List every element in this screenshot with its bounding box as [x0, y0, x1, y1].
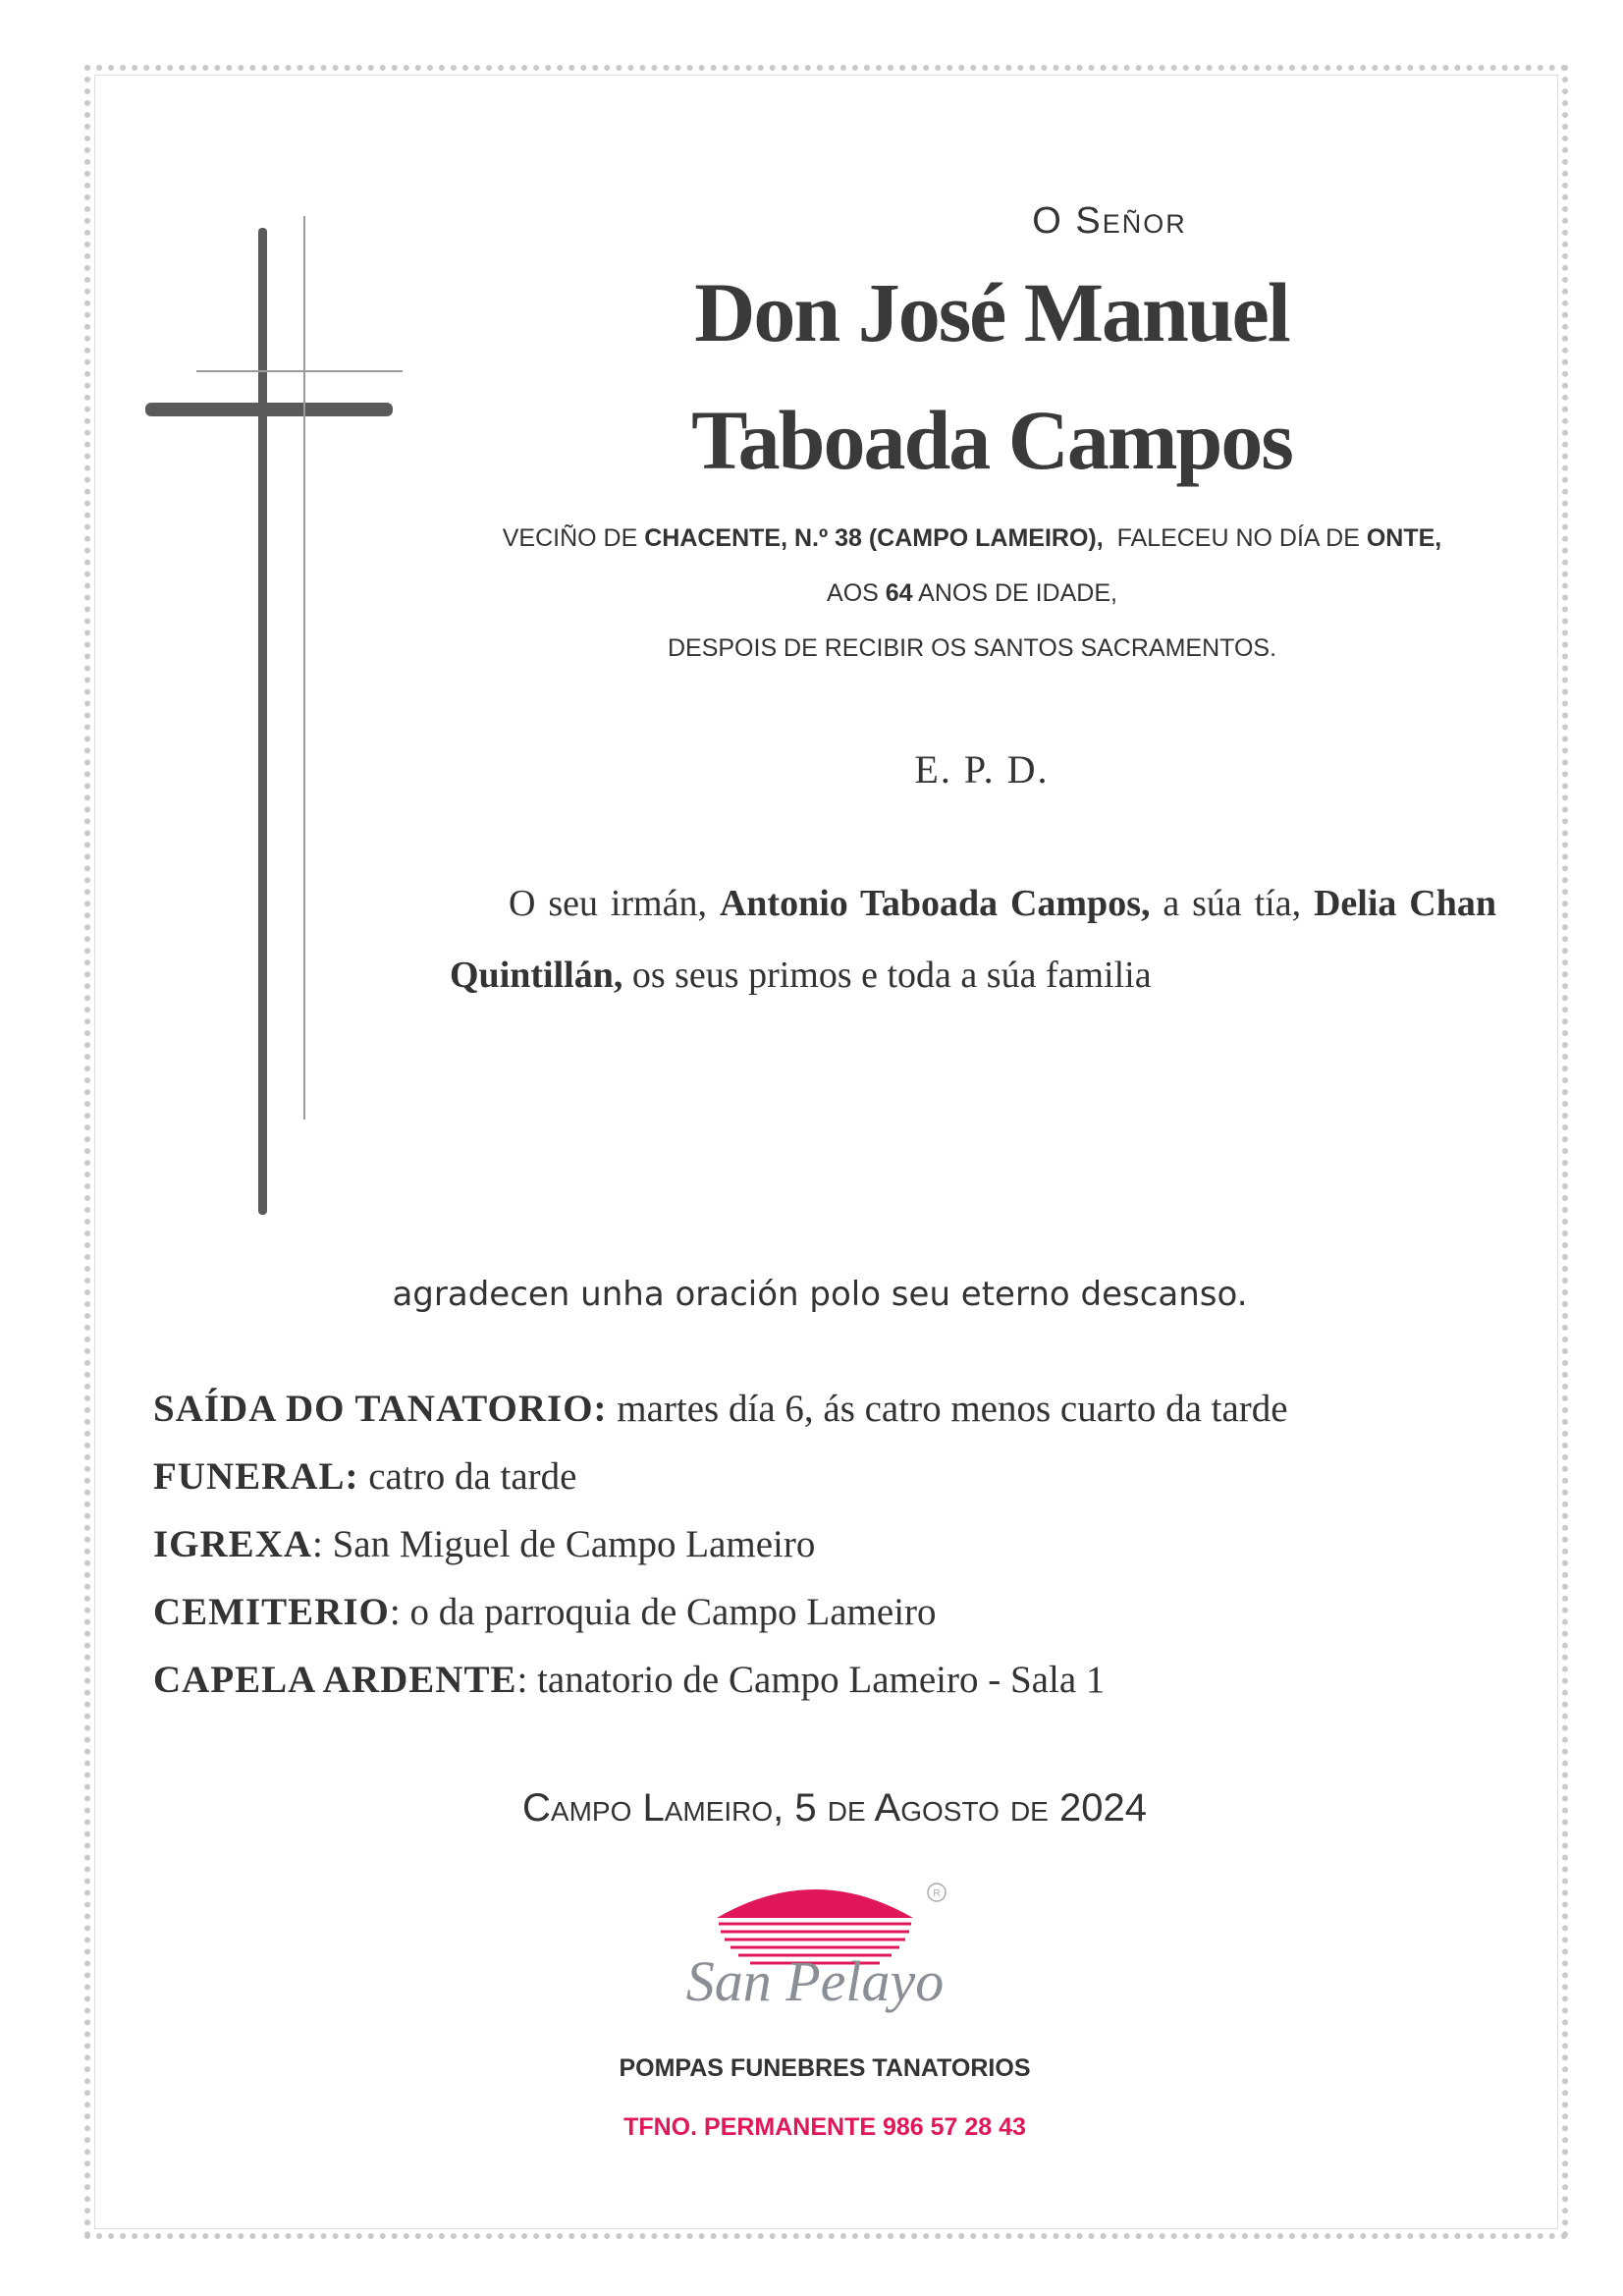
detail-igrexa [153, 1510, 1528, 1578]
family-text: os seus primos e toda a súa familia [622, 955, 1152, 996]
logo-wordmark: San Pelayo [685, 1949, 945, 2013]
detail-value: martes día 6, ás catro menos cuarto da tarde [607, 1388, 1288, 1430]
detail-label: FUNERAL: [153, 1455, 359, 1498]
detail-tanatorio [153, 1375, 1528, 1443]
detail-value: : tanatorio de Campo Lameiro - Sala 1 [516, 1659, 1106, 1701]
intro-age: 64 [885, 579, 913, 607]
detail-capela [153, 1646, 1528, 1714]
detail-label: CEMITERIO [153, 1591, 390, 1633]
svg-text:R: R [933, 1888, 941, 1899]
detail-label: IGREXA [153, 1523, 313, 1565]
gratitude-line: agradecen unha oración polo seu eterno descanso. [392, 1275, 1248, 1314]
funeral-home-tagline: POMPAS FUNEBRES TANATORIOS [619, 2054, 1031, 2082]
epd: E. P. D. [914, 747, 1050, 792]
intro-address: CHACENTE, N.º 38 (CAMPO LAMEIRO), [644, 524, 1104, 552]
detail-funeral [153, 1443, 1528, 1510]
honorific: O Señor [1032, 200, 1187, 242]
intro-line-2 [432, 578, 1512, 608]
funeral-home-phone: TFNO. PERMANENTE 986 57 28 43 [623, 2113, 1026, 2141]
service-details [153, 1375, 1528, 1714]
family-aunt: Delia Chan Quintillán, [450, 883, 1496, 996]
family-paragraph [450, 868, 1496, 1011]
family-text: a súa tía, [1150, 883, 1314, 924]
detail-value: : San Miguel de Campo Lameiro [312, 1523, 816, 1565]
intro-text: ANOS DE IDADE, [912, 579, 1117, 607]
intro-text: AOS [827, 579, 886, 607]
family-text: O seu irmán, [509, 883, 720, 924]
detail-value: catro da tarde [358, 1455, 577, 1498]
intro-line-3: DESPOIS DE RECIBIR OS SANTOS SACRAMENTOS. [667, 634, 1277, 662]
deceased-name-line-2: Taboada Campos [691, 393, 1292, 487]
deceased-name-line-1: Don José Manuel [694, 265, 1289, 359]
intro-text: FALECEU NO DÍA DE [1103, 524, 1367, 552]
cross-icon [137, 216, 403, 1218]
detail-label: CAPELA ARDENTE [153, 1659, 517, 1701]
family-brother: Antonio Taboada Campos, [719, 883, 1151, 924]
san-pelayo-logo [658, 1871, 972, 2048]
detail-value: : o da parroquia de Campo Lameiro [389, 1591, 937, 1633]
detail-label: SAÍDA DO TANATORIO: [153, 1388, 608, 1430]
place-date: Campo Lameiro, 5 de Agosto de 2024 [522, 1786, 1147, 1830]
intro-text: VECIÑO DE [502, 524, 645, 552]
intro-line-1 [432, 523, 1512, 553]
detail-cemiterio [153, 1578, 1528, 1646]
intro-day: ONTE, [1366, 524, 1442, 552]
